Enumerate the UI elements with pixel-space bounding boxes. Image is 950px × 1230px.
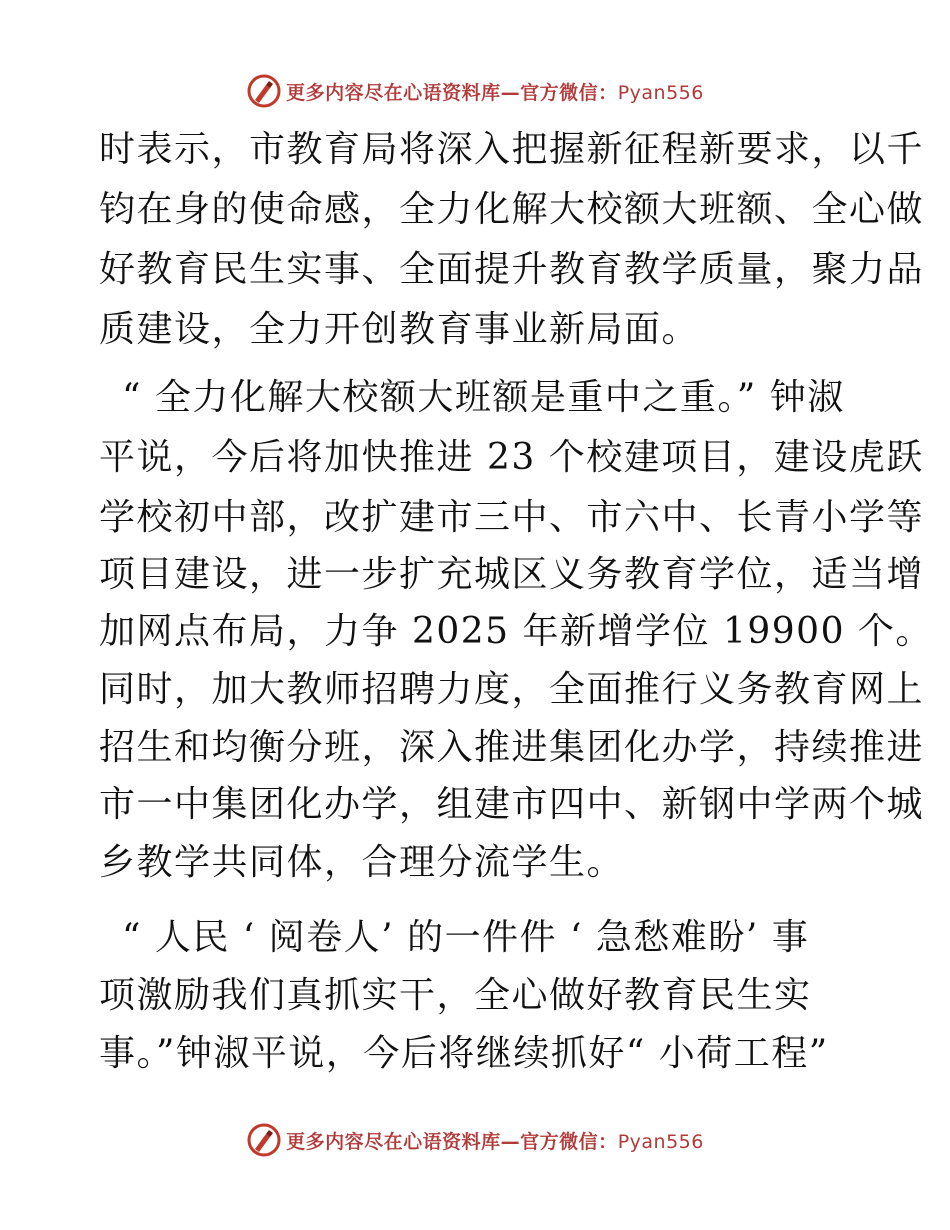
paragraph-3-line-1: “ 人民 ‘ 阅卷人’ 的一件件 ‘ 急愁难盼’ 事: [122, 917, 810, 958]
pen-logo-icon: [246, 1122, 282, 1158]
paragraph-2-line-3: 学校初中部，改扩建市三中、市六中、长青小学等: [99, 497, 925, 538]
watermark-code: Pyan556: [617, 1130, 704, 1153]
watermark-site-text: 更多内容尽在心语资料库: [286, 1130, 501, 1153]
paragraph-2-line-9: 乡教学共同体，合理分流学生。: [99, 842, 625, 883]
footer-watermark: [0, 1120, 950, 1160]
paragraph-1-line-3: 好教育民生实事、全面提升教育教学质量，聚力品: [99, 249, 925, 290]
paragraph-2-line-4: 项目建设，进一步扩充城区义务教育学位，适当增: [99, 554, 925, 595]
watermark-dash: —: [500, 1130, 521, 1153]
paragraph-2-line-1: “ 全力化解大校额大班额是重中之重。” 钟淑: [122, 377, 845, 418]
paragraph-3-line-3: 事。”钟淑平说，今后将继续抓好“ 小荷工程”: [99, 1033, 829, 1074]
paragraph-2-line-2: 平说，今后将加快推进 23 个校建项目，建设虎跃: [99, 437, 924, 478]
paragraph-1-line-4: 质建设，全力开创教育事业新局面。: [99, 309, 700, 350]
paragraph-1-line-2: 钧在身的使命感，全力化解大校额大班额、全心做: [99, 189, 925, 230]
paragraph-2-line-8: 市一中集团化办学，组建市四中、新钢中学两个城: [99, 784, 925, 825]
watermark-site-text: 更多内容尽在心语资料库: [286, 81, 501, 104]
paragraph-2-line-5: 加网点布局，力争 2025 年新增学位 19900 个。: [99, 611, 933, 652]
watermark-label: 官方微信：: [520, 81, 618, 104]
paragraph-2-line-7: 招生和均衡分班，深入推进集团化办学，持续推进: [99, 727, 925, 768]
paragraph-2-line-6: 同时，加大教师招聘力度，全面推行义务教育网上: [99, 669, 925, 710]
watermark-text: [286, 1127, 704, 1154]
watermark-dash: —: [500, 81, 521, 104]
paragraph-3-line-2: 项激励我们真抓实干，全心做好教育民生实: [99, 975, 812, 1016]
paragraph-1-line-1: 时表示，市教育局将深入把握新征程新要求，以千: [99, 129, 925, 170]
watermark-code: Pyan556: [617, 81, 704, 104]
watermark-label: 官方微信：: [520, 1130, 618, 1153]
